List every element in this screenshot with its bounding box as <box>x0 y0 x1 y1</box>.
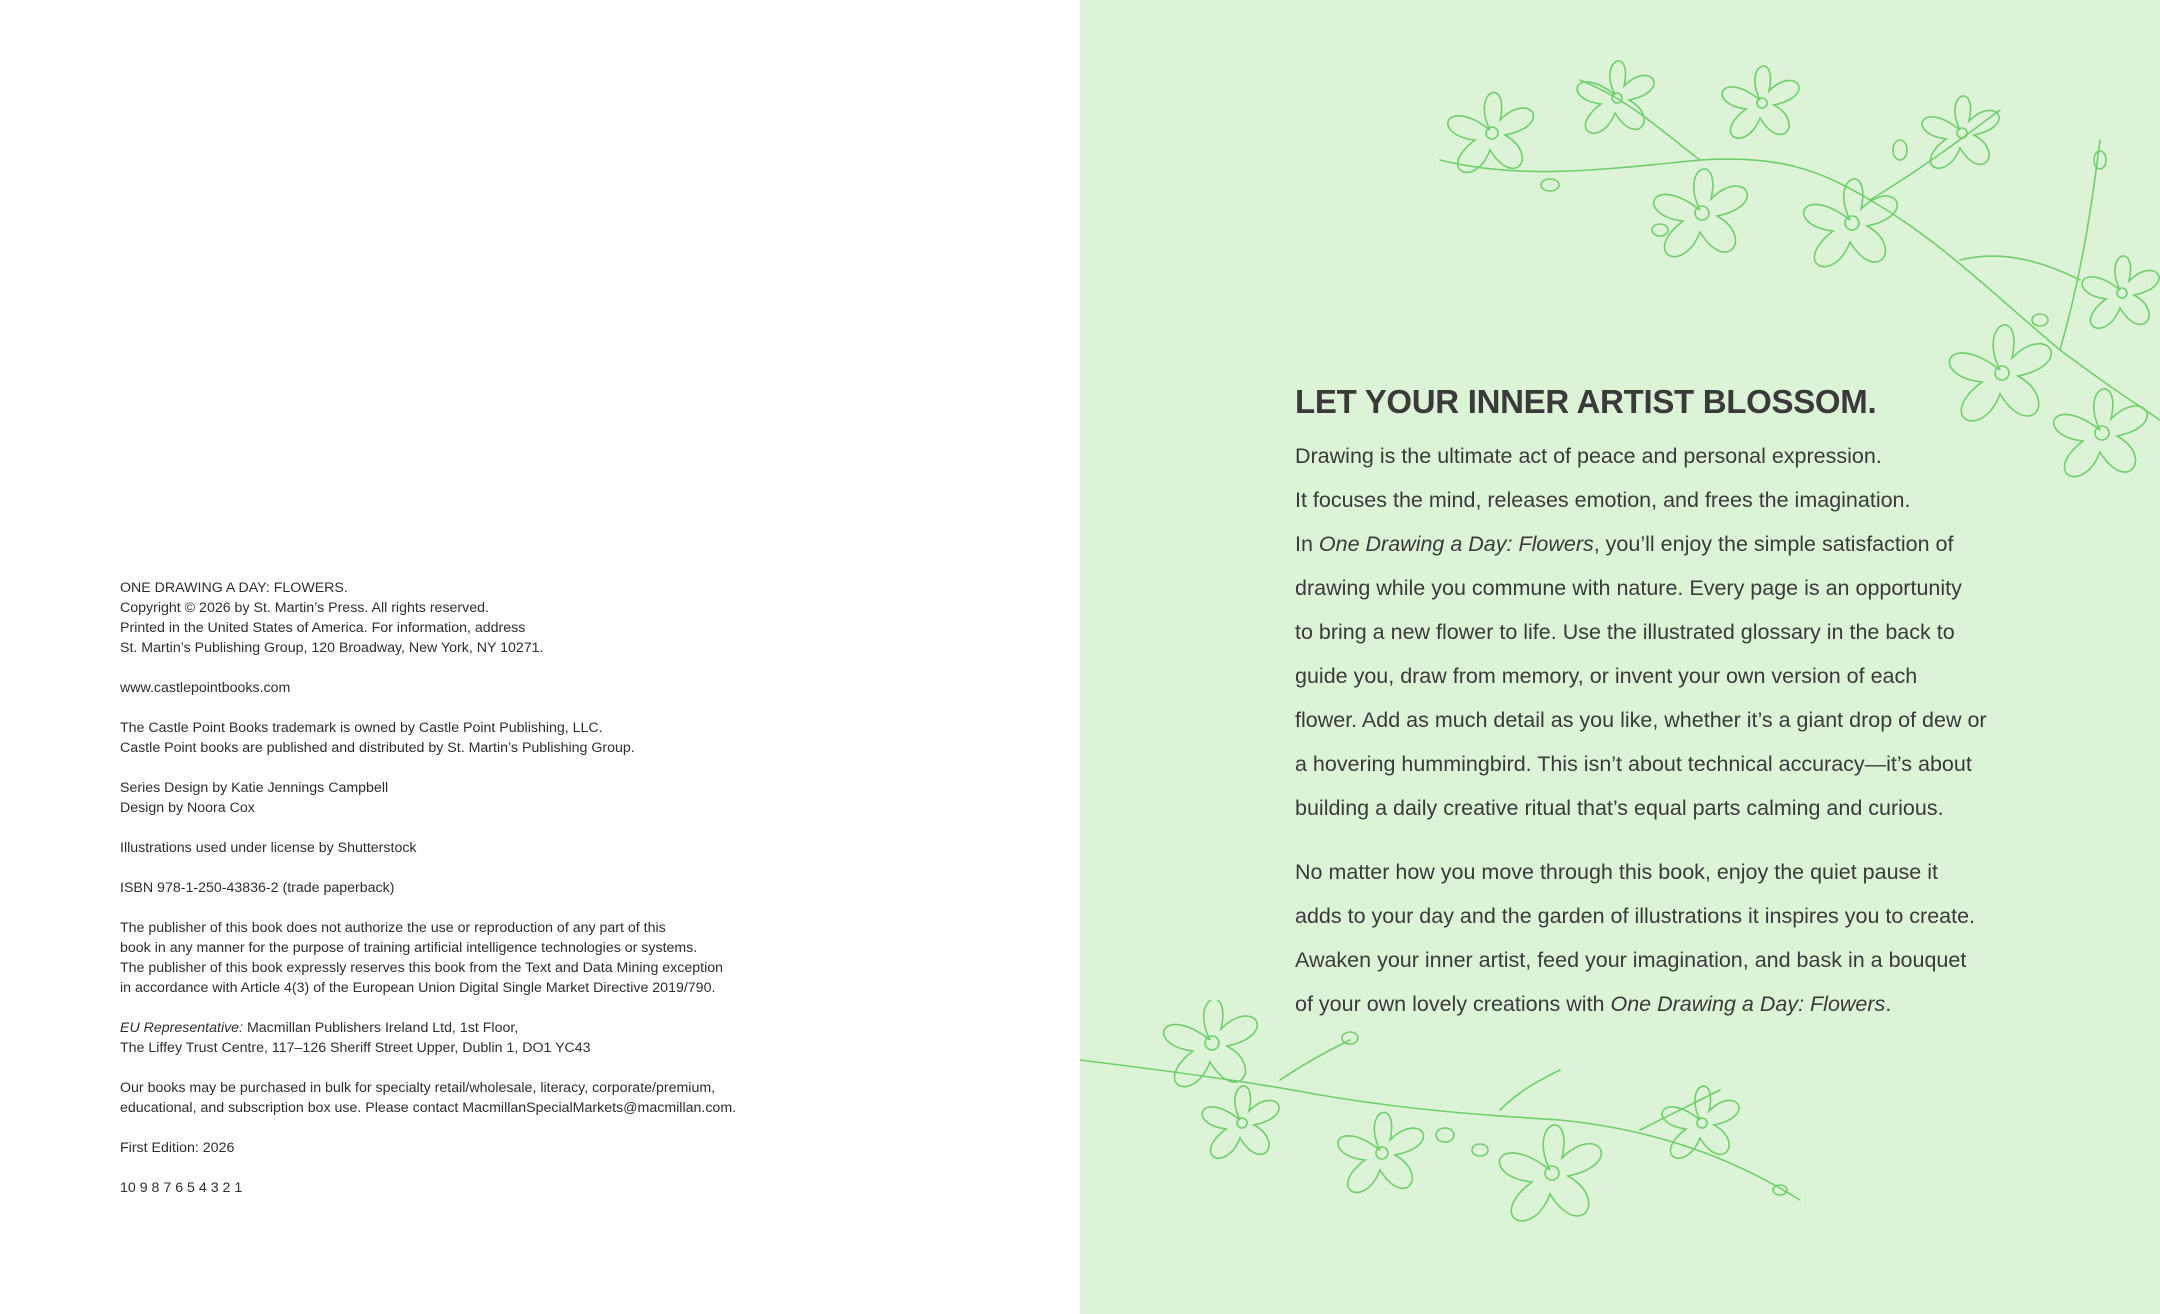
bulk-sales-line-1: Our books may be purchased in bulk for specialty retail/wholesale, literacy, corporate/premium, <box>120 1080 716 1096</box>
printing-numbers-para <box>120 1178 920 1198</box>
intro-line: adds to your day and the garden of illustrations it inspires you to create. <box>1295 904 1976 928</box>
printing-line: 10 9 8 7 6 5 4 3 2 1 <box>120 1180 243 1196</box>
intro-line: flower. Add as much detail as you like, whether it’s a giant drop of dew or <box>1295 708 1987 732</box>
intro-line: Awaken your inner artist, feed your imagination, and bask in a bouquet <box>1295 948 1967 972</box>
right-page <box>1080 0 2160 1314</box>
first-edition-line: First Edition: 2026 <box>120 1140 235 1156</box>
address-line: St. Martin’s Publishing Group, 120 Broadway, New York, NY 10271. <box>120 640 544 656</box>
intro-line-part: , you’ll enjoy the simple satisfaction of <box>1593 532 1954 556</box>
blossom-11 <box>1202 1086 1279 1158</box>
intro-line <box>1295 522 2055 566</box>
eu-address-line: The Liffey Trust Centre, 117–126 Sheriff Street Upper, Dublin 1, DO1 YC43 <box>120 1040 591 1056</box>
blossom-6 <box>1922 96 1999 168</box>
isbn-para <box>120 878 920 898</box>
copyright-line: Copyright © 2026 by St. Martin’s Press. All rights reserved. <box>120 600 489 616</box>
printed-line: Printed in the United States of America. For information, address <box>120 620 526 636</box>
cherry-blossom-branch-bottom-icon <box>1080 1000 1860 1240</box>
eu-representative-line <box>120 1018 920 1038</box>
intro-line <box>1295 982 2055 1026</box>
copyright-para-title <box>120 578 920 658</box>
ai-notice-line-3: The publisher of this book expressly reserves this book from the Text and Data Mining exception <box>120 960 724 976</box>
ai-notice-line-1: The publisher of this book does not authorize the use or reproduction of any part of this <box>120 920 666 936</box>
intro-line: guide you, draw from memory, or invent your own version of each <box>1295 664 1918 688</box>
ai-notice-line-2: book in any manner for the purpose of training artificial intelligence technologies or systems. <box>120 940 698 956</box>
eu-representative-label: EU Representative: <box>120 1020 244 1036</box>
edition-para <box>120 1138 920 1158</box>
blossom-1 <box>1448 92 1534 172</box>
intro-line: Drawing is the ultimate act of peace and personal expression. <box>1295 444 1882 468</box>
blossom-3 <box>1722 66 1799 138</box>
blossom-4 <box>1654 169 1748 257</box>
trademark-line: The Castle Point Books trademark is owned by Castle Point Publishing, LLC. <box>120 720 603 736</box>
intro-line-part: of your own lovely creations with <box>1295 992 1611 1016</box>
bulk-sales-line-2: educational, and subscription box use. Please contact MacmillanSpecialMarkets@macmillan.com. <box>120 1100 737 1116</box>
eu-representative-name: Macmillan Publishers Ireland Ltd, 1st Floor, <box>243 1020 519 1036</box>
design-credits-para <box>120 778 920 818</box>
ai-notice-para <box>120 918 920 998</box>
distribution-line: Castle Point books are published and distributed by St. Martin’s Publishing Group. <box>120 740 635 756</box>
illustrations-line: Illustrations used under license by Shutterstock <box>120 840 417 856</box>
intro-line: building a daily creative ritual that’s equal parts calming and curious. <box>1295 796 1944 820</box>
blossom-13 <box>1499 1125 1601 1221</box>
intro-headline: LET YOUR INNER ARTIST BLOSSOM. <box>1295 383 1877 420</box>
intro-line-part: . <box>1885 992 1892 1016</box>
blossom-12 <box>1338 1112 1424 1192</box>
book-title-italic: One Drawing a Day: Flowers <box>1610 992 1886 1016</box>
copyright-block <box>120 578 920 1218</box>
intro-line: to bring a new flower to life. Use the illustrated glossary in the back to <box>1295 620 1955 644</box>
series-design-line: Series Design by Katie Jennings Campbell <box>120 780 389 796</box>
ai-notice-line-4: in accordance with Article 4(3) of the European Union Digital Single Market Directive 2019/790. <box>120 980 716 996</box>
blossom-10 <box>1164 1000 1258 1087</box>
blossom-14 <box>1662 1086 1739 1158</box>
design-line: Design by Noora Cox <box>120 800 255 816</box>
blossom-9 <box>2082 256 2159 328</box>
intro-line: It focuses the mind, releases emotion, and frees the imagination. <box>1295 488 1911 512</box>
illustrations-credit-para <box>120 838 920 858</box>
eu-representative-para <box>120 1018 920 1058</box>
website-link[interactable]: www.castlepointbooks.com <box>120 680 291 696</box>
website-para <box>120 678 920 698</box>
intro-text <box>1295 380 2055 1026</box>
book-title-italic: One Drawing a Day: Flowers <box>1318 532 1594 556</box>
paragraph-gap <box>1295 830 2055 850</box>
intro-line: No matter how you move through this book, enjoy the quiet pause it <box>1295 860 1938 884</box>
intro-line: a hovering hummingbird. This isn’t about technical accuracy—it’s about <box>1295 752 1972 776</box>
book-title-line: ONE DRAWING A DAY: FLOWERS. <box>120 580 348 596</box>
bulk-sales-para <box>120 1078 920 1118</box>
intro-line: drawing while you commune with nature. Every page is an opportunity <box>1295 576 1962 600</box>
trademark-para <box>120 718 920 758</box>
isbn-line: ISBN 978-1-250-43836-2 (trade paperback) <box>120 880 395 896</box>
intro-line-part: In <box>1295 532 1319 556</box>
